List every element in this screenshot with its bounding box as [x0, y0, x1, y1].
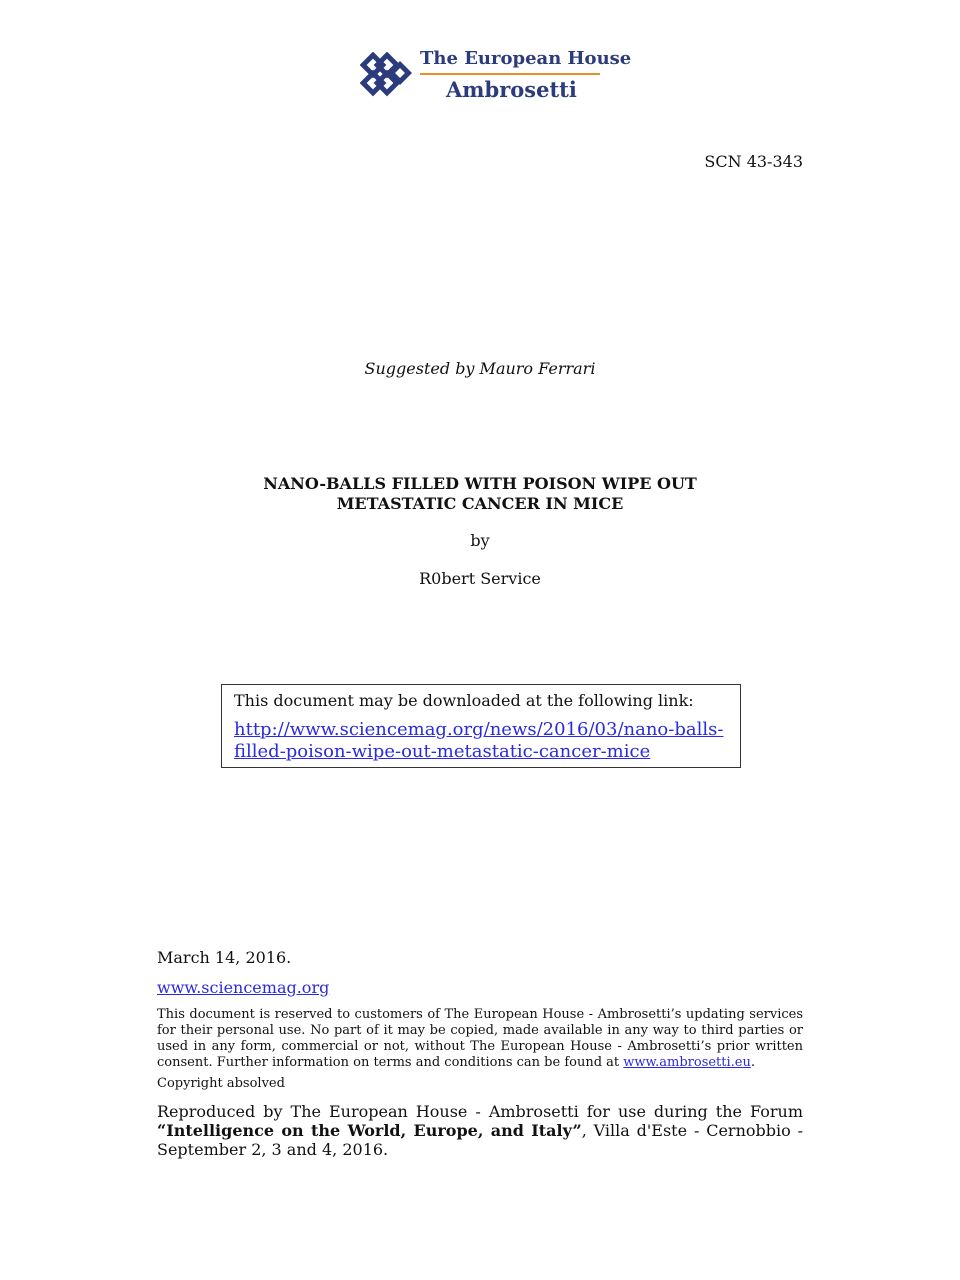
article-link-line2: filled-poison-wipe-out-metastatic-cancer-mice — [234, 741, 651, 762]
notice-end: . — [750, 1055, 756, 1070]
org-name-line2: Ambrosetti — [446, 77, 577, 102]
article-title — [200, 474, 760, 514]
article-link-line1: http://www.sciencemag.org/news/2016/03/nano-balls- — [234, 719, 724, 740]
title-line-2: METASTATIC CANCER IN MICE — [336, 494, 624, 513]
ambrosetti-link[interactable]: www.ambrosetti.eu — [623, 1055, 751, 1070]
interlocking-squares-logo-icon — [360, 52, 412, 98]
title-line-1: NANO-BALLS FILLED WITH POISON WIPE OUT — [263, 474, 697, 493]
author-name: R0bert Service — [419, 569, 541, 588]
org-name-line1: The European House — [420, 48, 632, 69]
logo-divider — [420, 73, 600, 75]
company-logo — [360, 48, 632, 104]
notice-text: This document is reserved to customers of The European House - Ambrosetti’s updating services for their personal use. No part of it may be copied, made available in any way to third parties or used in any form, commercial or not, without The European House - Ambrosetti’s prior written consent. Further information on terms and conditions can be found at — [157, 1007, 803, 1070]
byline-label: by — [470, 531, 490, 550]
repro-prefix: Reproduced by The European House - Ambrosetti for use during the Forum — [157, 1102, 803, 1121]
repro-suffix: , Villa d'Este - Cernobbio - September 2, 3 and 4, 2016. — [157, 1121, 804, 1159]
article-link[interactable] — [234, 719, 728, 763]
usage-notice — [157, 1007, 803, 1071]
copyright-note: Copyright absolved — [157, 1076, 285, 1091]
source-site-link[interactable]: www.sciencemag.org — [157, 978, 330, 997]
download-intro: This document may be downloaded at the following link: — [234, 691, 694, 710]
publication-date: March 14, 2016. — [157, 948, 292, 967]
reproduction-note — [157, 1102, 803, 1159]
download-link-box — [221, 684, 741, 768]
suggested-by: Suggested by Mauro Ferrari — [364, 359, 596, 378]
forum-name: “Intelligence on the World, Europe, and Italy” — [157, 1121, 582, 1140]
document-code: SCN 43-343 — [704, 152, 803, 171]
